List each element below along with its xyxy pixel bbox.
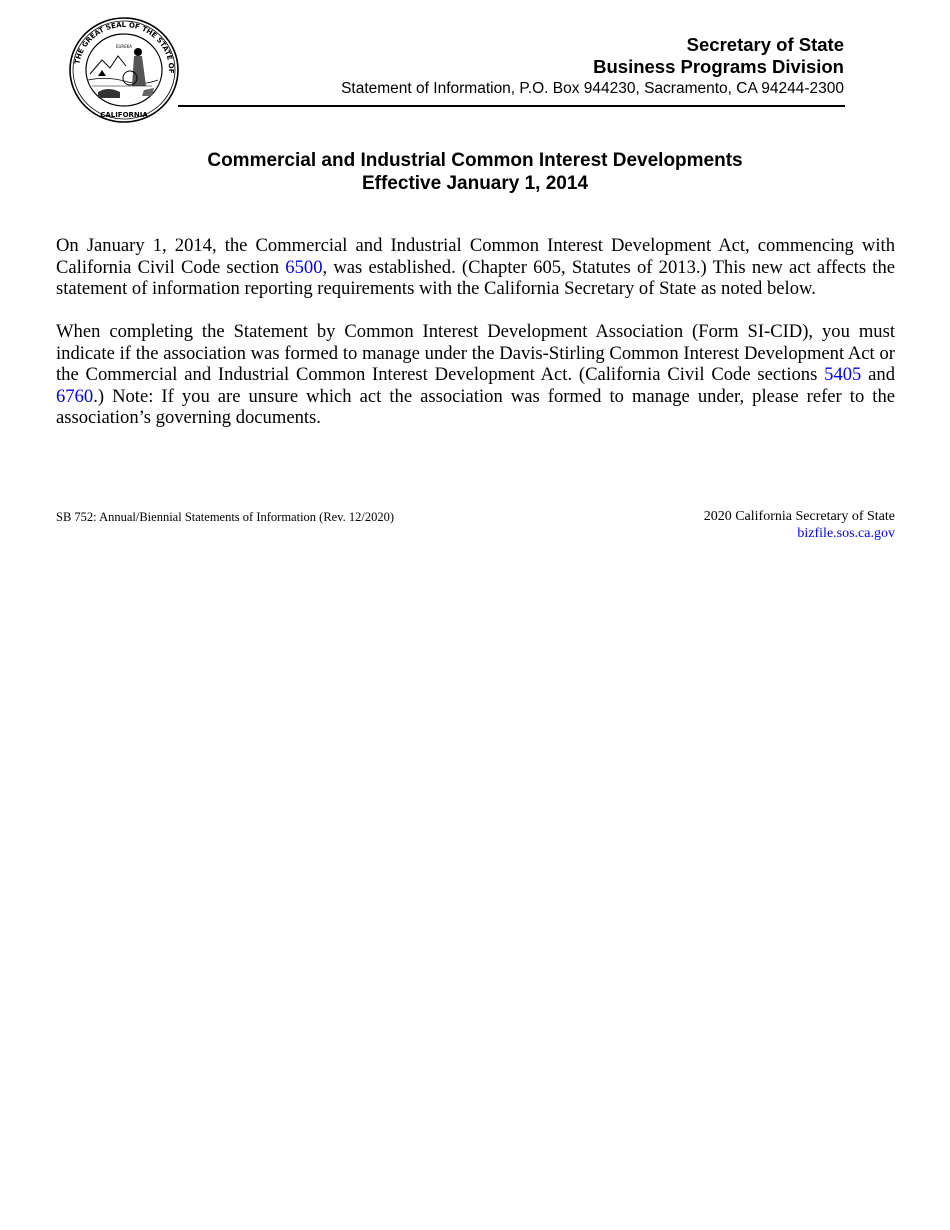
civil-code-6760-link[interactable]: 6760 [56, 385, 94, 407]
seal-motto: EUREKA [115, 44, 133, 49]
paragraph-2 [56, 321, 895, 429]
civil-code-5405-link[interactable]: 5405 [824, 364, 862, 386]
seal-state-text: CALIFORNIA [100, 111, 148, 119]
form-reference: SB 752: Annual/Biennial Statements of Information (Rev. 12/2020) [56, 510, 395, 524]
title-line-2: Effective January 1, 2014 [361, 173, 589, 194]
paragraph-1-text-b: , was established. (Chapter 605, Statutes of 2013.) This new act affects the statement of information reporting requirements with the California Secretary of State as noted below. [56, 256, 895, 300]
paragraph-1 [56, 235, 895, 300]
footer-right [704, 508, 895, 542]
copyright-text: 2020 California Secretary of State [703, 509, 895, 524]
mailing-address: Statement of Information, P.O. Box 944230, Sacramento, CA 94244-2300 [341, 80, 844, 97]
civil-code-6500-link[interactable]: 6500 [285, 256, 323, 278]
page-title [0, 149, 950, 195]
agency-header [341, 34, 844, 100]
agency-name: Secretary of State [686, 34, 844, 55]
paragraph-2-text-b: and [861, 364, 895, 386]
paragraph-2-text-a: When completing the Statement by Common Interest Development Association (Form SI-CID), you must indicate if the association was formed to manage under the Davis-Stirling Common Interest Development Act or the Commercial and Industrial Common Interest Development Act. (California Civil Code sections [56, 321, 895, 386]
bizfile-link[interactable]: bizfile.sos.ca.gov [797, 526, 895, 541]
paragraph-1-text-a: On January 1, 2014, the Commercial and Industrial Common Interest Development Act, commencing with California Civil Code section [56, 235, 895, 278]
title-line-1: Commercial and Industrial Common Interest Developments [207, 150, 743, 171]
division-name: Business Programs Division [593, 56, 844, 77]
seal-ring-text: THE GREAT SEAL OF THE STATE OF [73, 20, 176, 74]
header-rule [178, 105, 845, 107]
paragraph-2-text-c: .) Note: If you are unsure which act the association was formed to manage under, please refer to the association’s governing documents. [56, 385, 895, 429]
california-seal-logo [68, 16, 180, 124]
